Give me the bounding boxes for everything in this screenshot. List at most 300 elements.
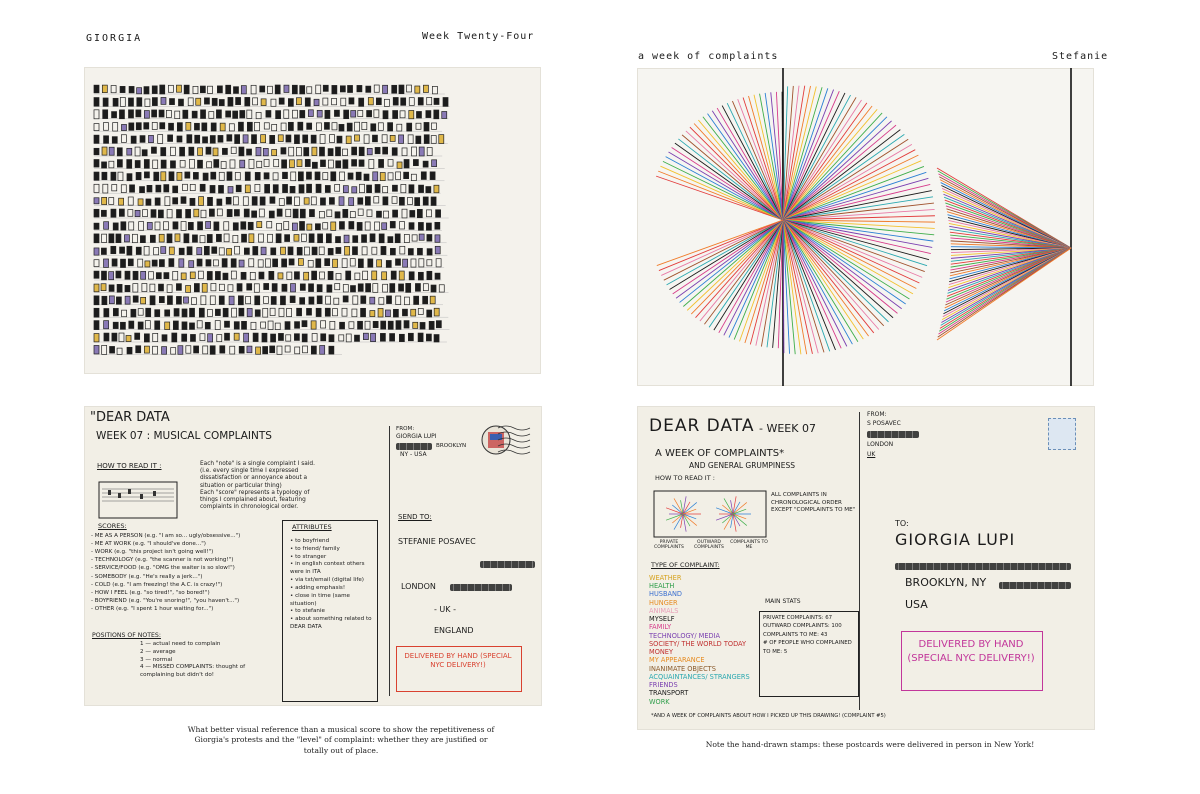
complaint-note <box>418 98 423 105</box>
complaint-note <box>102 197 107 204</box>
complaint-note <box>409 223 414 230</box>
complaint-note <box>362 235 367 243</box>
attribute-item: • about something related to DEAR DATA <box>290 616 372 631</box>
complaint-note <box>203 346 208 354</box>
complaint-note <box>393 111 398 119</box>
complaint-note <box>321 321 326 328</box>
complaint-note <box>291 172 296 181</box>
complaint-note <box>424 122 429 131</box>
complaint-note <box>232 308 237 317</box>
hand-drawn-stamp-icon <box>1048 418 1076 450</box>
complaint-note <box>285 322 290 330</box>
complaint-note <box>198 148 203 156</box>
complaint-note <box>181 222 186 231</box>
from-label: FROM: <box>396 426 415 432</box>
complaint-note <box>200 334 205 341</box>
complaint-note <box>379 159 384 167</box>
legend-mini-diagram <box>653 490 767 538</box>
complaint-note <box>160 85 165 94</box>
complaint-note <box>399 135 404 143</box>
score-item: - ME AT WORK (e.g. "I should've done...") <box>91 541 206 548</box>
complaint-note <box>352 187 357 193</box>
complaint-note <box>233 197 238 205</box>
complaint-note <box>197 259 202 266</box>
complaint-note <box>127 160 132 169</box>
complaint-note <box>312 333 317 341</box>
complaint-note <box>263 148 268 155</box>
complaint-note <box>284 85 289 92</box>
complaint-note <box>109 161 114 168</box>
complaint-note <box>386 260 391 267</box>
complaint-note <box>323 223 328 229</box>
complaint-note <box>412 235 417 241</box>
complaint-note <box>320 135 325 144</box>
complaint-note <box>270 197 275 203</box>
complaint-note <box>208 86 213 93</box>
complaint-note <box>285 346 290 352</box>
complaint-note <box>304 148 309 156</box>
complaint-note <box>159 296 164 302</box>
complaint-note <box>184 234 189 243</box>
delivered-text: DELIVERED BY HAND (SPECIAL NYC DELIVERY!) <box>404 652 512 670</box>
score-item: - WORK (e.g. "this project isn't going well!") <box>91 549 214 556</box>
complaint-note <box>170 161 175 168</box>
complaint-note <box>184 85 189 94</box>
complaint-note <box>183 297 188 303</box>
complaint-note <box>101 248 106 254</box>
complaint-note <box>280 296 285 305</box>
complaint-note <box>323 98 328 105</box>
complaint-note <box>102 296 107 304</box>
complaint-note <box>279 308 284 316</box>
complaint-note <box>402 209 407 218</box>
complaint-line <box>738 99 783 220</box>
complaint-note <box>363 271 368 279</box>
complaint-note <box>370 234 375 242</box>
stats-list <box>763 614 855 656</box>
complaint-note <box>255 296 260 305</box>
complaint-note <box>219 248 224 255</box>
complaint-note <box>369 160 374 169</box>
complaint-note <box>94 148 99 154</box>
complaint-note <box>351 111 356 118</box>
complaint-note <box>346 136 351 143</box>
complaint-note <box>128 197 133 205</box>
complaint-note <box>219 296 224 304</box>
complaint-note <box>192 111 197 118</box>
complaint-note <box>336 161 341 168</box>
complaint-note <box>284 110 289 118</box>
complaint-note <box>160 123 165 129</box>
complaint-note <box>376 211 381 217</box>
complaint-note <box>255 184 260 191</box>
complaint-note <box>294 197 299 205</box>
complaint-note <box>158 135 163 144</box>
complaint-note <box>309 209 314 216</box>
complaint-note <box>179 259 184 267</box>
complaint-note <box>296 98 301 105</box>
complaint-note <box>254 284 259 292</box>
complaint-note <box>354 135 359 141</box>
complaint-note <box>165 197 170 206</box>
how-to-read: HOW TO READ IT : <box>655 474 715 482</box>
staff-icon <box>98 481 178 519</box>
complaint-note <box>288 247 293 255</box>
complaint-note <box>318 234 323 243</box>
musical-score-drawing <box>84 67 541 374</box>
complaint-note <box>189 147 194 155</box>
complaint-note <box>414 296 419 304</box>
positions-title: POSITIONS OF NOTES: <box>92 632 161 639</box>
complaint-note <box>396 296 401 305</box>
complaint-note <box>200 86 205 93</box>
complaint-note <box>258 234 263 242</box>
complaint-note <box>329 335 334 342</box>
complaint-note <box>342 308 347 316</box>
complaint-note <box>300 110 305 117</box>
redacted-address <box>999 582 1071 589</box>
complaint-note <box>144 346 149 353</box>
complaint-note <box>101 271 106 280</box>
complaint-note <box>365 222 370 230</box>
complaint-note <box>137 88 142 94</box>
complaint-note <box>222 259 227 267</box>
right-running-head-name: Stefanie <box>1052 51 1109 62</box>
complaint-note <box>162 347 167 355</box>
complaint-note <box>326 234 331 243</box>
complaint-note <box>390 221 395 228</box>
subtitle-2: AND GENERAL GRUMPINESS <box>689 461 795 470</box>
complaint-note <box>295 322 300 329</box>
complaint-note <box>339 124 344 131</box>
send-to-label: SEND TO: <box>398 513 432 521</box>
complaint-note <box>272 284 277 292</box>
attribute-item: • close in time (same situation) <box>290 592 350 607</box>
complaint-note <box>236 97 241 104</box>
complaint-note <box>431 285 436 292</box>
complaint-note <box>245 172 250 180</box>
complaint-note <box>418 308 423 314</box>
complaint-note <box>236 185 241 192</box>
complaint-note <box>353 296 358 304</box>
complaint-note <box>227 135 232 141</box>
complaint-note <box>343 149 348 156</box>
complaint-note <box>233 223 238 230</box>
complaint-note <box>146 199 151 205</box>
diagram-label: COMPLAINTS TO ME <box>730 540 768 550</box>
complaint-note <box>349 98 354 104</box>
complaint-note <box>361 296 366 304</box>
complaint-note <box>230 346 235 354</box>
complaint-note <box>282 284 287 291</box>
complaint-note <box>404 297 409 305</box>
complaint-note <box>109 272 114 280</box>
diagram-label: OUTWARD COMPLAINTS <box>694 540 724 550</box>
complaint-note <box>176 85 181 92</box>
complaint-note <box>359 147 364 156</box>
complaint-note <box>407 123 412 131</box>
position-item: 4 — MISSED COMPLAINTS: thought of complaining but didn't do! <box>140 664 246 679</box>
complaint-note <box>94 198 99 204</box>
complaint-note <box>119 209 124 216</box>
complaint-note <box>388 237 393 243</box>
complaint-note <box>352 160 357 167</box>
complaint-note <box>161 172 166 181</box>
complaint-note <box>201 210 206 217</box>
complaint-note <box>261 99 266 106</box>
complaint-note <box>435 246 440 254</box>
complaint-note <box>436 321 441 328</box>
how-to-lines <box>200 461 315 512</box>
complaint-note <box>439 135 444 144</box>
complaint-note <box>334 298 339 304</box>
position-item: 2 — average <box>140 648 176 655</box>
complaint-note <box>165 322 170 330</box>
complaint-note <box>353 236 358 243</box>
complaint-note <box>276 234 281 243</box>
complaint-note <box>204 246 209 255</box>
complaint-note <box>228 187 233 193</box>
from-label: FROM: <box>867 411 887 418</box>
complaint-note <box>396 321 401 330</box>
complaint-note <box>427 310 432 317</box>
main-stats-title: MAIN STATS <box>765 598 801 605</box>
complaint-note <box>152 86 157 94</box>
complaint-note <box>144 172 149 178</box>
complaint-note <box>372 135 377 142</box>
complaint-note <box>237 284 242 291</box>
back-title: DEAR DATA <box>649 416 755 436</box>
complaint-note <box>219 284 224 290</box>
complaint-note <box>404 159 409 168</box>
complaint-note <box>374 110 379 117</box>
positions-list <box>140 641 280 680</box>
complaint-note <box>249 259 254 267</box>
attribute-item: • adding emphasis! <box>290 584 346 591</box>
complaint-line <box>783 93 845 220</box>
complaint-note <box>383 111 388 119</box>
complaint-note <box>316 308 321 316</box>
complaint-note <box>427 249 432 255</box>
complaint-note <box>196 98 201 105</box>
complaint-note <box>186 286 191 293</box>
complaint-note <box>117 160 122 168</box>
complaint-note <box>194 123 199 130</box>
complaint-note <box>241 272 246 279</box>
complaint-note <box>246 296 251 303</box>
complaint-note <box>127 246 132 255</box>
complaint-note <box>383 284 388 292</box>
back-week: WEEK 07 : MUSICAL COMPLAINTS <box>96 430 272 442</box>
complaint-note <box>121 185 126 193</box>
attributes-title: ATTRIBUTES <box>292 523 332 531</box>
complaint-note <box>94 284 99 292</box>
complaint-note <box>395 234 400 243</box>
complaint-note <box>169 123 174 130</box>
complaint-note <box>423 296 428 304</box>
complaint-note <box>195 135 200 143</box>
complaint-note <box>396 172 401 180</box>
complaint-note <box>185 172 190 178</box>
complaint-note <box>257 222 262 228</box>
complaint-note <box>175 234 180 242</box>
complaint-note <box>189 323 194 329</box>
how-to-line: CHRONOLOGICAL ORDER <box>771 499 842 506</box>
complaint-note <box>281 148 286 154</box>
complaint-note <box>215 271 220 279</box>
redacted-address <box>396 443 432 450</box>
complaint-note <box>373 284 378 293</box>
complaint-note <box>282 259 287 267</box>
complaint-types <box>649 574 759 706</box>
complaint-note <box>187 247 192 255</box>
complaint-note <box>271 248 276 255</box>
complaint-note <box>111 172 116 180</box>
complaint-note <box>228 97 233 106</box>
complaint-note <box>150 284 155 292</box>
complaint-note <box>144 246 149 255</box>
complaint-note <box>249 159 254 168</box>
complaint-note <box>158 210 163 218</box>
left-running-head: GIORGIA <box>86 33 143 44</box>
complaint-note <box>173 198 178 204</box>
complaint-note <box>392 185 397 191</box>
complaint-note <box>420 322 425 329</box>
complaint-note <box>304 198 309 204</box>
complaint-note <box>294 235 299 242</box>
complaint-note <box>152 260 157 266</box>
complaint-note <box>339 222 344 230</box>
complaint-note <box>241 222 246 230</box>
complaint-note <box>181 197 186 204</box>
complaint-note <box>182 309 187 317</box>
complaint-note <box>426 111 431 118</box>
complaint-note <box>340 86 345 92</box>
complaint-note <box>245 97 250 106</box>
complaint-note <box>103 110 108 119</box>
complaint-note <box>264 123 269 129</box>
complaint-note <box>177 172 182 180</box>
complaint-note <box>113 123 118 132</box>
complaint-note <box>416 123 421 129</box>
from-country: NY - USA <box>400 451 427 458</box>
complaint-note <box>211 172 216 179</box>
complaint-note <box>168 135 173 142</box>
complaint-note <box>383 186 388 192</box>
complaint-note <box>101 210 106 216</box>
complaint-note <box>256 347 261 354</box>
complaint-note <box>286 209 291 216</box>
complaint-note <box>381 321 386 329</box>
complaint-note <box>419 234 424 240</box>
complaint-note <box>307 87 312 93</box>
complaint-note <box>158 284 163 291</box>
complaint-note <box>159 110 164 117</box>
complaint-note <box>434 110 439 119</box>
complaint-note <box>128 110 133 118</box>
complaint-note <box>357 222 362 230</box>
complaint-note <box>220 346 225 353</box>
complaint-note <box>154 172 159 181</box>
complaint-type: MY APPEARANCE <box>649 656 705 665</box>
complaint-note <box>264 283 269 289</box>
complaint-note <box>258 260 263 267</box>
complaint-note <box>214 160 219 168</box>
complaint-note <box>180 160 185 167</box>
complaints-line-drawing <box>637 68 1094 386</box>
complaint-note <box>327 285 332 292</box>
complaint-note <box>273 259 278 267</box>
complaint-note <box>404 172 409 178</box>
complaint-note <box>367 185 372 193</box>
complaint-note <box>136 110 141 117</box>
complaint-note <box>94 160 99 168</box>
complaint-note <box>311 346 316 354</box>
complaint-note <box>112 137 117 144</box>
complaint-note <box>178 99 183 106</box>
complaint-note <box>174 309 179 317</box>
complaint-note <box>290 284 295 292</box>
complaint-note <box>226 111 231 117</box>
complaint-note <box>408 135 413 144</box>
complaint-note <box>197 321 202 328</box>
complaint-note <box>94 184 99 192</box>
complaint-note <box>404 234 409 242</box>
complaint-note <box>372 247 377 254</box>
stat-item: COMPLAINTS TO ME: 43 <box>763 631 828 638</box>
complaint-note <box>190 272 195 279</box>
complaint-note <box>273 173 278 180</box>
complaint-line <box>783 220 830 351</box>
complaint-note <box>267 86 272 93</box>
complaint-note <box>286 335 291 341</box>
complaint-note <box>199 197 204 206</box>
complaint-note <box>189 261 194 268</box>
complaint-note <box>267 234 272 242</box>
complaint-type: TECHNOLOGY/ MEDIA <box>649 631 721 640</box>
complaint-note <box>343 160 348 169</box>
complaint-note <box>230 160 235 168</box>
complaint-note <box>272 150 277 156</box>
to-country-1: - UK - <box>434 605 456 614</box>
complaint-note <box>147 185 152 192</box>
complaint-note <box>282 172 287 178</box>
complaint-note <box>332 85 337 93</box>
complaint-note <box>143 210 148 217</box>
complaint-line <box>660 166 783 220</box>
complaint-note <box>120 86 125 92</box>
complaint-note <box>385 310 390 317</box>
complaint-note <box>144 123 149 129</box>
complaint-line <box>783 220 916 289</box>
complaint-note <box>337 136 342 143</box>
left-caption: What better visual reference than a musical score to show the repetitiveness of Giorgia's protests and the "level" of complaint: whether they are justified or totally out of place. <box>187 725 495 755</box>
score-item: - HOW I FEEL (e.g. "so tired!", "so bored!") <box>91 589 210 596</box>
complaint-note <box>300 221 305 230</box>
complaint-note <box>224 234 229 242</box>
how-to-line: ALL COMPLAINTS IN <box>771 492 827 498</box>
complaint-note <box>409 272 414 280</box>
complaint-note <box>217 335 222 342</box>
complaint-note <box>94 345 99 353</box>
complaint-note <box>209 209 214 216</box>
complaint-note <box>325 185 330 192</box>
complaint-note <box>206 221 211 228</box>
complaint-note <box>298 122 303 130</box>
complaint-note <box>409 98 414 106</box>
complaint-note <box>252 211 257 217</box>
complaint-note <box>329 346 334 354</box>
